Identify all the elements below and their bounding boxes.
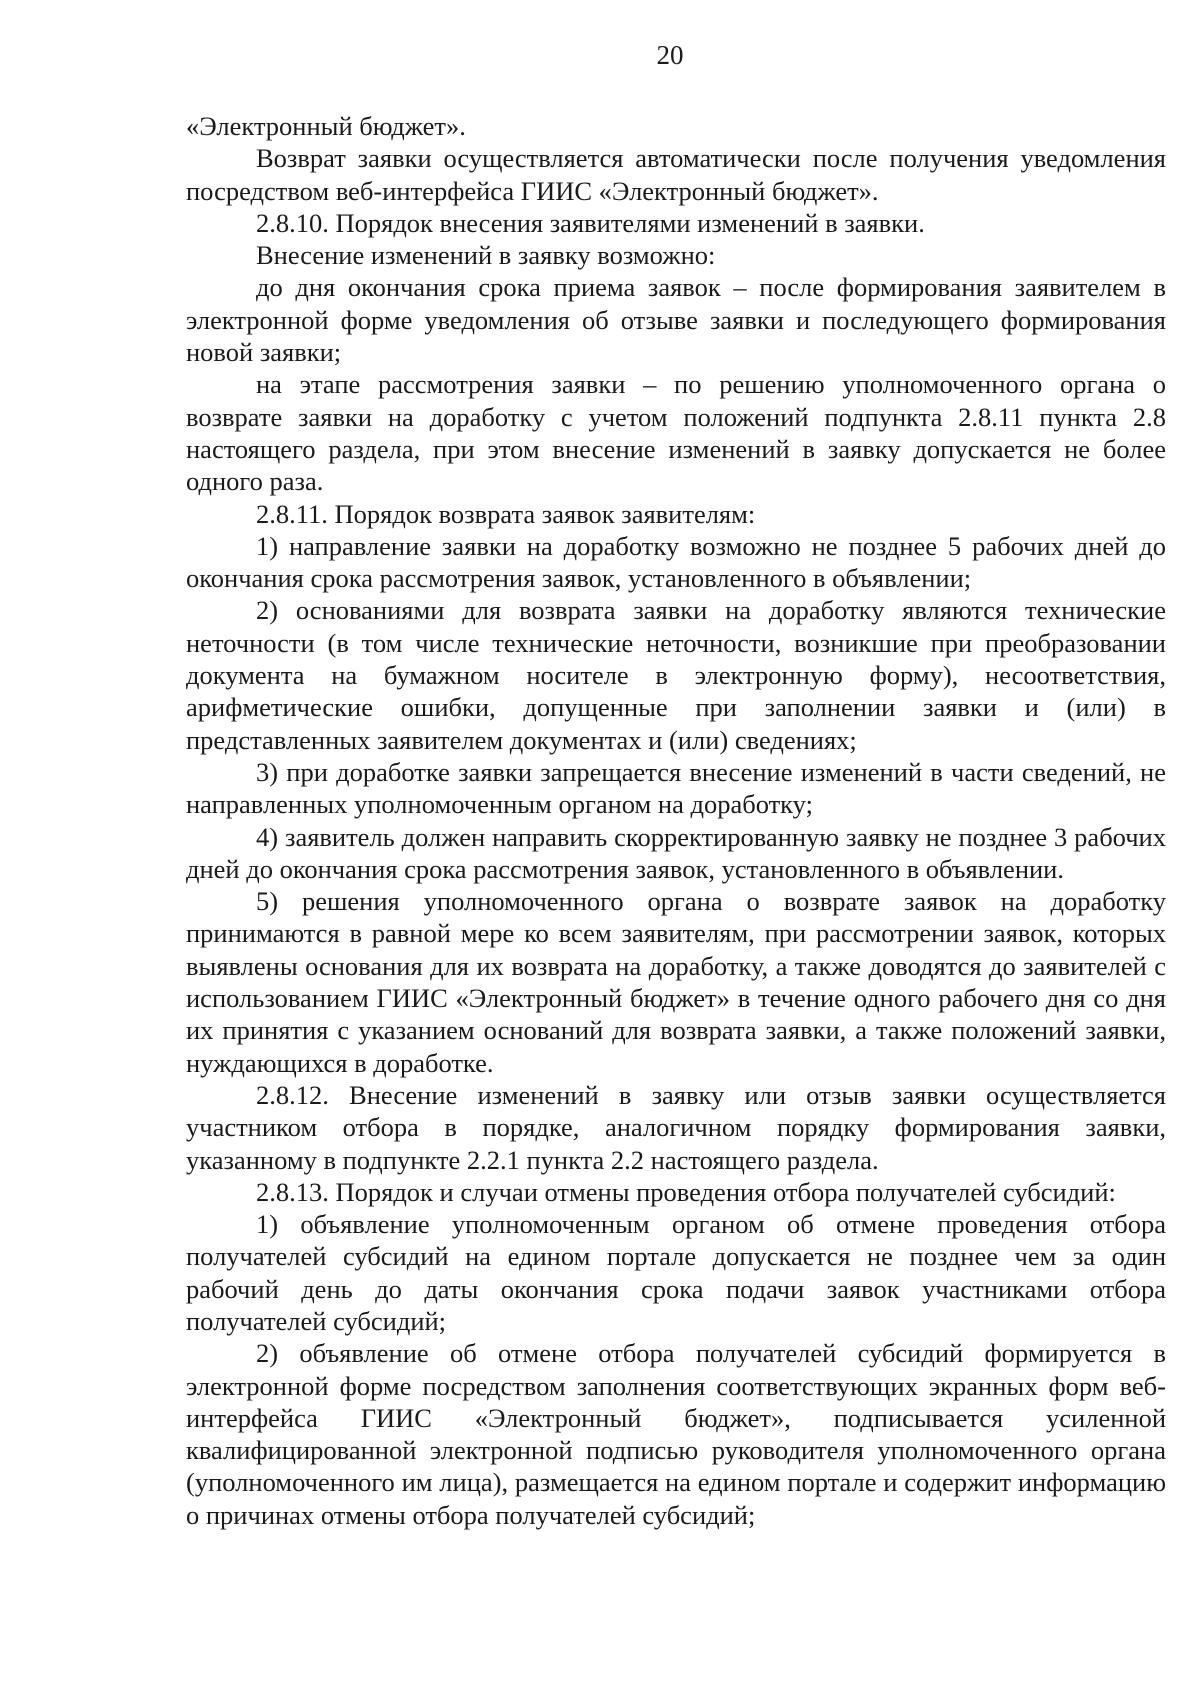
list-item: 2) основаниями для возврата заявки на доработку являются технические неточности (в том числе технические неточности, возникшие при преобразовании документа на бумажном носителе в электронную форму), несоответствия, арифметические ошибки, допущенные при заполнении заявки и (или) в представленных заявителем документах и (или) сведениях; [186, 595, 1166, 755]
list-item: 1) объявление уполномоченным органом об отмене проведения отбора получателей субсидий на едином портале допускается не позднее чем за один рабочий день до даты окончания срока подачи заявок участниками отбора получателей субсидий; [186, 1209, 1166, 1336]
list-item: 5) решения уполномоченного органа о возврате заявок на доработку принимаются в равной мере ко всем заявителям, при рассмотрении заявок, которых выявлены основания для их возврата на доработку, а также доводятся до заявителей с использованием ГИИС «Электронный бюджет» в течение одного рабочего дня со дня их принятия с указанием оснований для возврата заявки, а также положений заявки, нуждающихся в доработке. [186, 886, 1166, 1078]
section-heading: 2.8.12. Внесение изменений в заявку или отзыв заявки осуществляется участником отбора в порядке, аналогичном порядку формирования заявки, указанному в подпункте 2.2.1 пункта 2.2 настоящего раздела. [186, 1079, 1166, 1175]
paragraph: Внесение изменений в заявку возможно: [256, 240, 716, 271]
section-heading: 2.8.13. Порядок и случаи отмены проведения отбора получателей субсидий: [256, 1176, 1116, 1207]
list-item: 2) объявление об отмене отбора получателей субсидий формируется в электронной форме посредством заполнения соответствующих экранных форм веб-интерфейса ГИИС «Электронный бюджет», подписывается усиленной квалифицированной электронной подписью руководителя уполномоченного органа (уполномоченного им лица), размещается на едином портале и содержит информацию о причинах отмены отбора получателей субсидий; [186, 1338, 1166, 1530]
list-item: 4) заявитель должен направить скорректированную заявку не позднее 3 рабочих дней до окончания срока рассмотрения заявок, установленного в объявлении. [186, 821, 1166, 884]
paragraph: до дня окончания срока приема заявок – после формирования заявителем в электронной форме уведомления об отзыве заявки и последующего формирования новой заявки; [186, 272, 1166, 368]
page-number: 20 [656, 40, 684, 70]
list-item: 3) при доработке заявки запрещается внесение изменений в части сведений, не направленных уполномоченным органом на доработку; [186, 756, 1166, 820]
list-item: 1) направление заявки на доработку возможно не позднее 5 рабочих дней до окончания срока рассмотрения заявок, установленного в объявлении; [186, 530, 1166, 594]
paragraph: «Электронный бюджет». [186, 111, 466, 141]
section-heading: 2.8.11. Порядок возврата заявок заявителям: [256, 498, 756, 529]
paragraph: на этапе рассмотрения заявки – по решению уполномоченного органа о возврате заявки на доработку с учетом положений подпункта 2.8.11 пункта 2.8 настоящего раздела, при этом внесение изменений в заявку допускается не более одного раза. [186, 369, 1166, 497]
section-heading: 2.8.10. Порядок внесения заявителями изменений в заявки. [256, 207, 925, 238]
document-body [186, 110, 1166, 1531]
paragraph: Возврат заявки осуществляется автоматически после получения уведомления посредством веб-интерфейса ГИИС «Электронный бюджет». [186, 143, 1166, 206]
